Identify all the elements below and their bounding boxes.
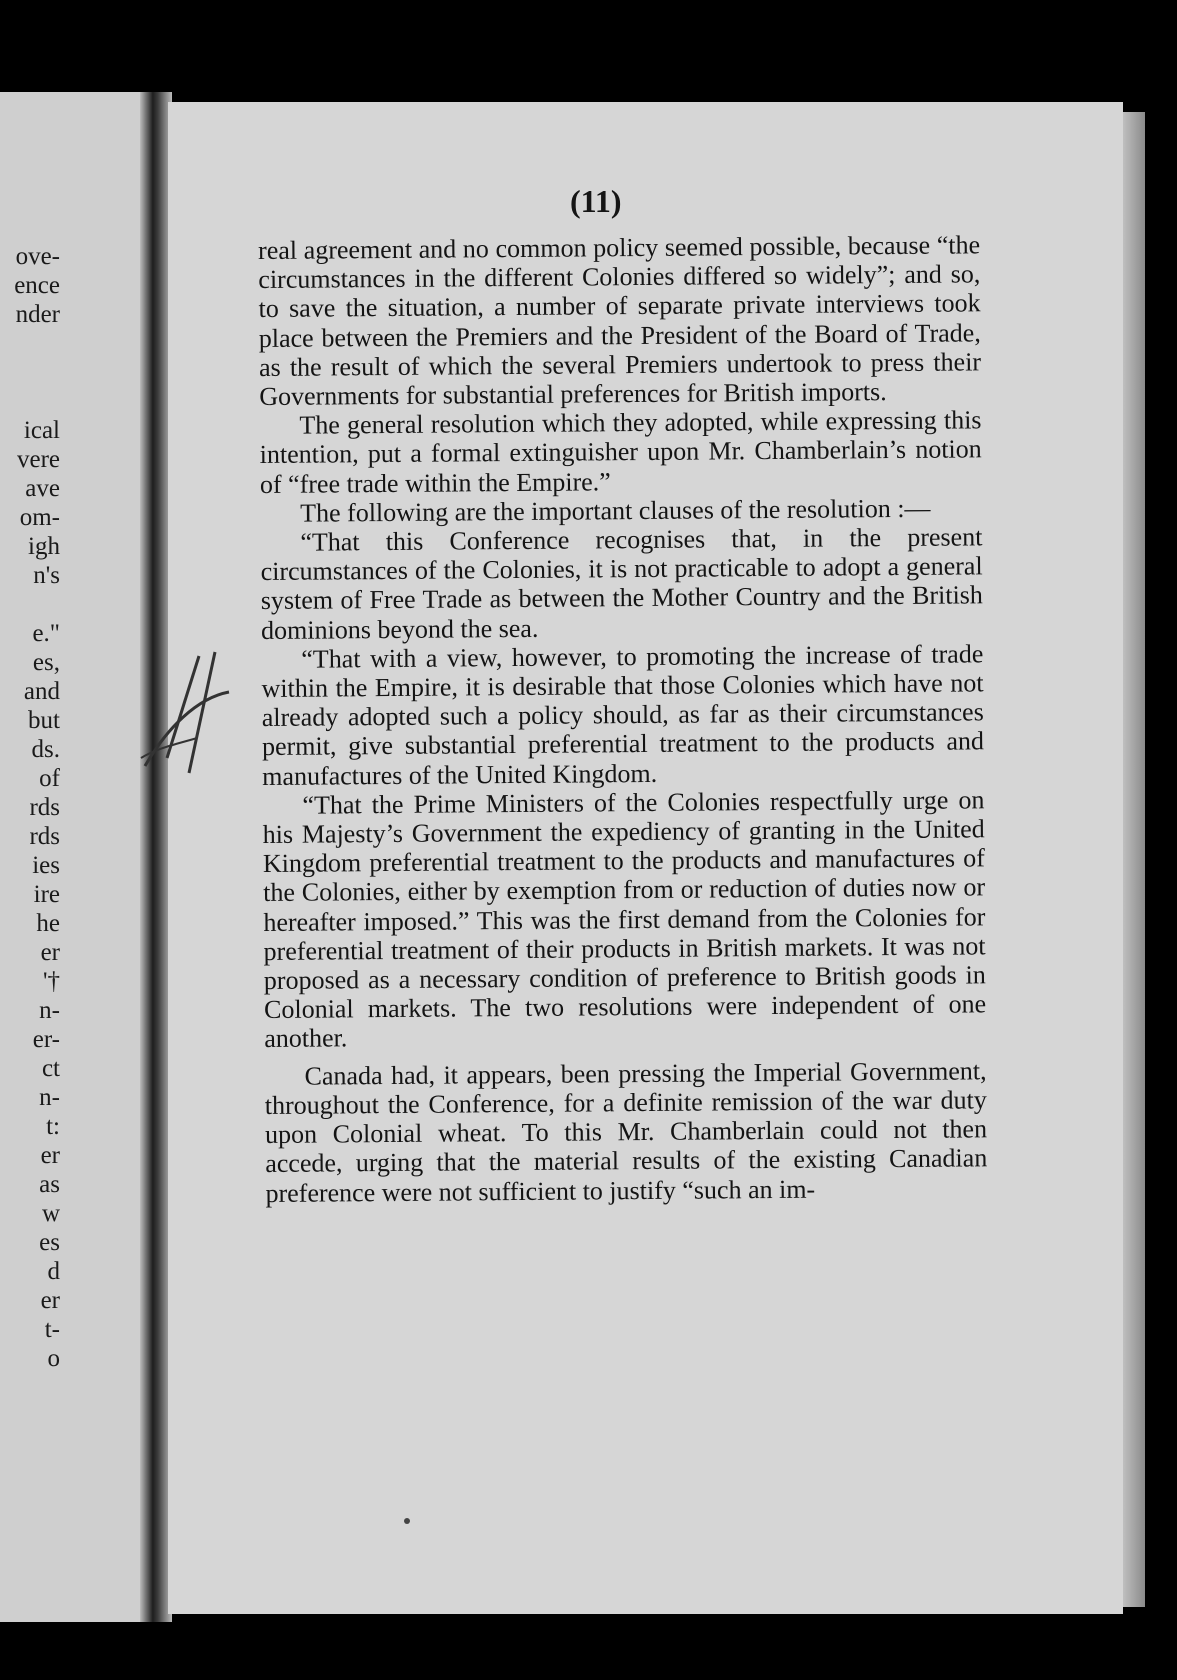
left-page-fragment: ave <box>25 475 60 502</box>
left-page-fragment: ence <box>14 272 60 299</box>
left-page-fragment: w <box>41 1200 60 1227</box>
left-page-fragment: t- <box>44 1316 60 1343</box>
left-page-fragment: ical <box>23 417 60 444</box>
resolution-clause: “That the Prime Ministers of the Colonies respectfully urge on his Majesty’s Government the expediency of granting in the United Kingdom preferential treatment to the products and manufactures of the Colonies, either by exemption from or reduction of duties now or hereafter imposed.” This was the first demand from the Colonies for preferential treatment of their products in British markets. It was not proposed as a necessary condition of preference to British goods in Colonial markets. The two resolutions were independent of one another. <box>262 785 987 1054</box>
left-page-fragment: er <box>40 1142 60 1169</box>
paragraph: Canada had, it appears, been pressing the Imperial Government, throughout the Conference, for a definite remission of the war duty upon Colonial wheat. To this Mr. Chamberlain could not then accede, urging that the material results of the existing Canadian preference were not sufficient to justify “such an im- <box>264 1055 988 1208</box>
speck <box>404 1518 410 1524</box>
left-page-fragment: n- <box>39 1084 60 1111</box>
left-page-fragment: er- <box>32 1026 60 1053</box>
left-page-fragment: n- <box>39 997 60 1024</box>
left-page-fragment <box>0 329 60 358</box>
left-page-text-fragments <box>0 242 60 1373</box>
left-page <box>0 92 160 1622</box>
left-page-fragment: d <box>47 1258 60 1285</box>
left-page-fragment: t: <box>46 1113 60 1140</box>
left-page-fragment: n's <box>33 562 60 589</box>
left-page-fragment: igh <box>28 533 60 560</box>
left-page-fragment: and <box>23 678 60 705</box>
left-page-fragment: '† <box>42 968 60 995</box>
left-page-fragment: ies <box>32 852 60 879</box>
page-body-text <box>258 230 988 1207</box>
resolution-clause: “That with a view, however, to promoting the increase of trade within the Empire, it is desirable that those Colonies which have not already adopted such a policy should, as far as their circumstances permit, give substantial preferential treatment to the products and manufactures of the United Kingdom. <box>261 639 985 791</box>
left-page-fragment: e." <box>32 620 60 647</box>
left-page-fragment: ove- <box>15 243 60 270</box>
left-page-fragment <box>0 387 60 416</box>
left-page-fragment: er <box>40 939 60 966</box>
left-page-fragment: ds. <box>31 736 60 763</box>
left-page-fragment: as <box>39 1171 60 1198</box>
left-page-fragment: rds <box>29 794 60 821</box>
paragraph: real agreement and no common policy seemed possible, because “the circumstances in the different Colonies differed so widely”; and so, to save the situation, a number of separate private interviews took place between the Premiers and the President of the Board of Trade, as the result of which the several Premiers undertook to press their Governments for substantial preferences for British imports. <box>258 230 982 412</box>
left-page-fragment: es, <box>32 649 60 676</box>
page-edge-shadow <box>1123 112 1145 1607</box>
left-page-fragment: but <box>28 707 60 734</box>
left-page-fragment <box>0 358 60 387</box>
left-page-fragment: es <box>39 1229 60 1256</box>
left-page-fragment: of <box>39 765 60 792</box>
left-page-fragment: ire <box>33 881 60 908</box>
left-page-fragment: he <box>36 910 60 937</box>
paragraph: The following are the important clauses of the resolution :— <box>300 493 931 528</box>
left-page-fragment: om- <box>19 504 60 531</box>
resolution-clause: “That this Conference recognises that, in the present circumstances of the Colonies, it is not practicable to adopt a general system of Free Trade as between the Mother Country and the British dominions beyond the sea. <box>260 522 983 645</box>
left-page-fragment: vere <box>16 446 60 473</box>
handwritten-margin-mark <box>137 648 237 788</box>
left-page-fragment: nder <box>15 301 60 328</box>
paragraph: The general resolution which they adopted, while expressing this intention, put a formal extinguisher upon Mr. Chamberlain’s notion of “free trade within the Empire.” <box>259 405 982 499</box>
page-number: (11) <box>570 183 622 219</box>
left-page-fragment: er <box>40 1287 60 1314</box>
left-page-fragment <box>0 590 60 619</box>
left-page-fragment: rds <box>29 823 60 850</box>
left-page-fragment: o <box>47 1345 60 1372</box>
left-page-fragment: ct <box>41 1055 60 1082</box>
